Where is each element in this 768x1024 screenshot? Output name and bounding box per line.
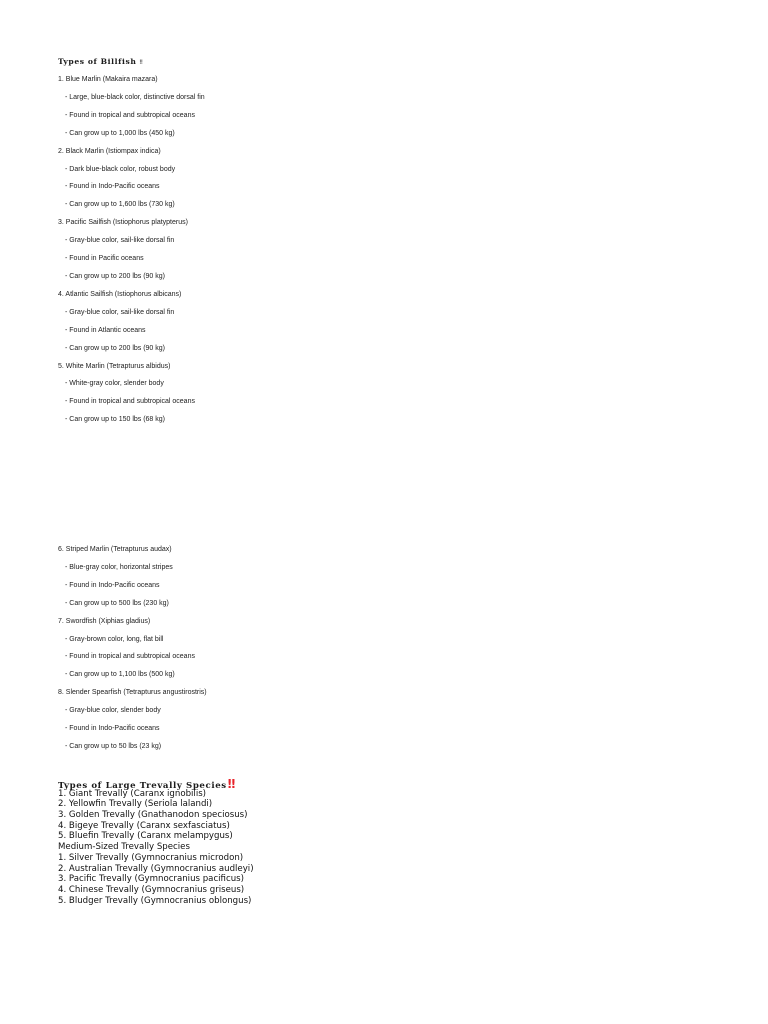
species-heading: 2. Black Marlin (Istiompax indica) [58, 147, 161, 155]
list-item: 5. Bluefin Trevally (Caranx melampygus) [58, 831, 233, 842]
species-detail: - Found in tropical and subtropical oceans [65, 111, 195, 119]
species-detail: - Gray-blue color, sail-like dorsal fin [65, 308, 175, 316]
species-heading: 3. Pacific Sailfish (Istiophorus platypterus) [58, 219, 188, 227]
species-detail: - Can grow up to 50 lbs (23 kg) [65, 742, 162, 750]
list-item: 2. Australian Trevally (Gymnocranius audleyi) [58, 863, 254, 874]
species-detail: - Dark blue-black color, robust body [65, 165, 176, 173]
species-detail: - Found in tropical and subtropical oceans [65, 398, 195, 406]
list-item: 3. Pacific Trevally (Gymnocranius pacificus) [58, 874, 244, 885]
species-heading: 4. Atlantic Sailfish (Istiophorus albicans) [58, 290, 182, 298]
species-detail: - Found in tropical and subtropical oceans [65, 653, 195, 661]
species-heading: 5. White Marlin (Tetrapturus albidus) [58, 362, 171, 370]
double-exclamation-icon: ‼ [139, 58, 143, 66]
species-detail: - Can grow up to 1,600 lbs (730 kg) [65, 201, 175, 209]
species-detail: - Can grow up to 1,000 lbs (450 kg) [65, 129, 175, 137]
species-heading: 7. Swordfish (Xiphias gladius) [58, 617, 151, 625]
species-detail: - White-gray color, slender body [65, 380, 164, 388]
billfish-list-part-2 [58, 541, 207, 756]
species-detail: - Found in Indo-Pacific oceans [65, 183, 160, 191]
species-detail: - Gray-blue color, sail-like dorsal fin [65, 237, 175, 245]
list-item: 2. Yellowfin Trevally (Seriola lalandi) [58, 799, 213, 810]
species-detail: - Found in Atlantic oceans [65, 326, 146, 334]
trevally-title-text: Types of Large Trevally Species [58, 781, 227, 791]
species-heading: 6. Striped Marlin (Tetrapturus audax) [58, 546, 172, 553]
species-detail: - Gray-blue color, slender body [65, 707, 161, 715]
species-heading: 1. Blue Marlin (Makaira mazara) [58, 76, 158, 83]
species-detail: - Can grow up to 1,100 lbs (500 kg) [65, 671, 175, 679]
billfish-title-text: Types of Billfish [58, 57, 137, 66]
list-item: 1. Silver Trevally (Gymnocranius microdon) [58, 852, 244, 863]
list-item: 4. Bigeye Trevally (Caranx sexfasciatus) [58, 820, 230, 831]
list-item: 5. Bludger Trevally (Gymnocranius oblongus) [58, 895, 252, 906]
trevally-list [58, 789, 254, 907]
medium-trevally-heading: Medium-Sized Trevally Species [58, 842, 190, 853]
list-item: 3. Golden Trevally (Gnathanodon speciosus) [58, 810, 248, 820]
species-detail: - Can grow up to 150 lbs (68 kg) [65, 416, 165, 424]
species-detail: - Large, blue-black color, distinctive dorsal fin [65, 93, 205, 101]
species-detail: - Found in Indo-Pacific oceans [65, 725, 160, 733]
species-heading: 8. Slender Spearfish (Tetrapturus angustirostris) [58, 689, 207, 697]
red-double-exclamation-icon: ‼ [227, 777, 234, 791]
species-detail: - Can grow up to 500 lbs (230 kg) [65, 599, 169, 607]
species-detail: - Can grow up to 200 lbs (90 kg) [65, 344, 165, 352]
species-detail: - Found in Indo-Pacific oceans [65, 581, 160, 589]
species-detail: - Can grow up to 200 lbs (90 kg) [65, 272, 165, 280]
species-detail: - Gray-brown color, long, flat bill [65, 635, 164, 643]
list-item: 4. Chinese Trevally (Gymnocranius griseus) [58, 884, 245, 895]
billfish-list-part-1 [58, 71, 205, 429]
list-item: 1. Giant Trevally (Caranx ignobilis) [58, 788, 207, 799]
species-detail: - Blue-gray color, horizontal stripes [65, 563, 173, 571]
billfish-title [58, 56, 142, 68]
species-detail: - Found in Pacific oceans [65, 255, 144, 263]
